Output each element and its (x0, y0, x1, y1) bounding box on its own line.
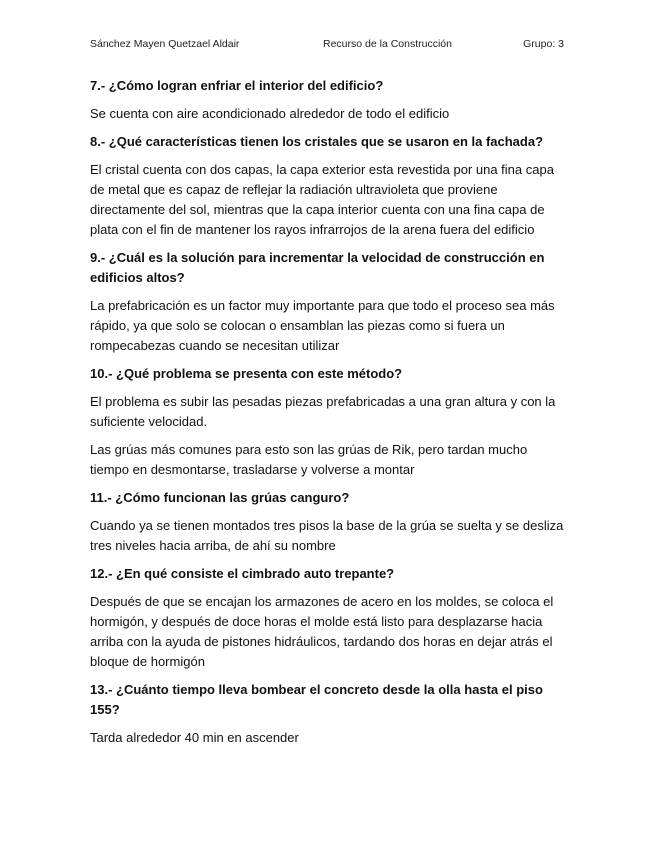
question-12: 12.- ¿En qué consiste el cimbrado auto trepante? (90, 566, 395, 581)
answer-12: Después de que se encajan los armazones de acero en los moldes, se coloca el hormigón, y después de doce horas el molde está listo para desplazarse hacia arriba con la ayuda de pistones hidráulicos, tardando dos horas en dejar atrás el bloque de hormigón (90, 594, 554, 669)
answer-13: Tarda alrededor 40 min en ascender (90, 730, 299, 745)
answer-11: Cuando ya se tienen montados tres pisos la base de la grúa se suelta y se desliza tres niveles hacia arriba, de ahí su nombre (90, 518, 564, 553)
answer-9: La prefabricación es un factor muy importante para que todo el proceso sea más rápido, ya que solo se colocan o ensamblan las piezas como si fuera un rompecabezas cuando se necesitan utilizar (90, 298, 555, 353)
question-11: 11.- ¿Cómo funcionan las grúas canguro? (90, 490, 350, 505)
answer-10-paragraph-1: El problema es subir las pesadas piezas prefabricadas a una gran altura y con la suficiente velocidad. (90, 394, 556, 429)
page-header (90, 38, 568, 54)
question-9: 9.- ¿Cuál es la solución para incrementar la velocidad de construcción en edificios altos? (90, 250, 545, 285)
answer-7: Se cuenta con aire acondicionado alrededor de todo el edificio (90, 106, 450, 121)
question-8: 8.- ¿Qué características tienen los cristales que se usaron en la fachada? (90, 134, 544, 149)
header-author: Sánchez Mayen Quetzael Aldair (90, 38, 240, 50)
header-group: Grupo: 3 (523, 38, 564, 50)
answer-10-paragraph-2: Las grúas más comunes para esto son las grúas de Rik, pero tardan mucho tiempo en desmontarse, trasladarse y volverse a montar (90, 442, 528, 477)
header-title: Recurso de la Construcción (323, 38, 452, 50)
answer-8: El cristal cuenta con dos capas, la capa exterior esta revestida por una fina capa de metal que es capaz de reflejar la radiación ultravioleta que proviene directamente del sol, mientras que la capa interior cuenta con una fina capa de plata con el fin de mantener los rayos infrarrojos de la arena fuera del edificio (90, 162, 554, 237)
document-body (90, 76, 568, 756)
question-13: 13.- ¿Cuánto tiempo lleva bombear el concreto desde la olla hasta el piso 155? (90, 682, 543, 717)
question-10: 10.- ¿Qué problema se presenta con este método? (90, 366, 403, 381)
question-7: 7.- ¿Cómo logran enfriar el interior del edificio? (90, 78, 384, 93)
